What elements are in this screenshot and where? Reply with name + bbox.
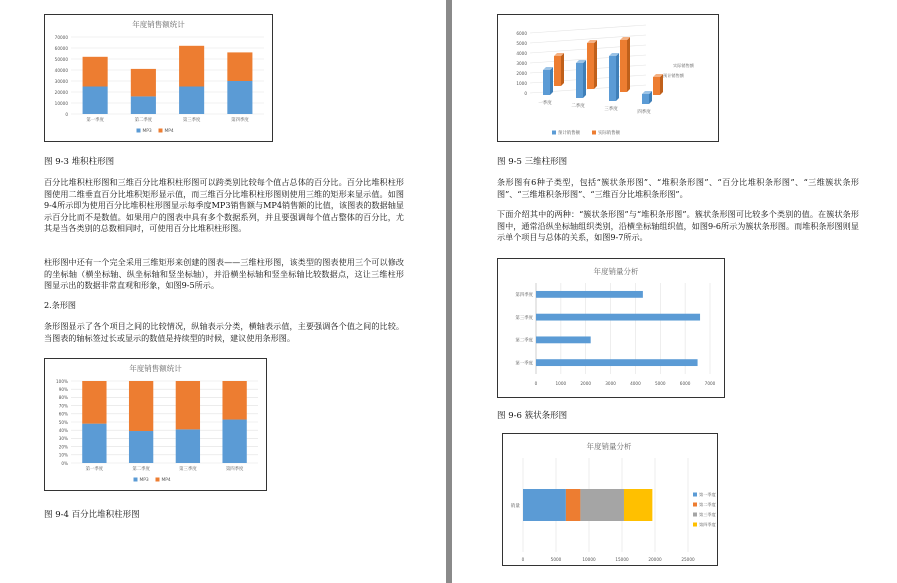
fig95-bar-实际销售额-1 [554,56,561,86]
fig94-ytick-label: 100% [56,378,68,384]
fig95-bar-预计销售额-2 [576,63,583,98]
fig96-xtick-label: 3000 [605,381,616,386]
fig96-ytick-label: 第一季度 [515,361,533,367]
fig97-bar-第四季度 [624,489,652,521]
fig95-ytick-label: 3000 [516,60,527,66]
fig94-ytick-label: 60% [58,411,68,417]
fig93-bar-MP4-4 [227,52,252,81]
fig93-bar-MP3-3 [179,87,204,115]
fig96-ytick-label: 第三季度 [515,315,533,321]
fig96-xtick-label: 4000 [630,381,641,386]
fig94-legend-label: MP3 [139,478,149,483]
fig93-ytick-label: 0 [65,111,68,117]
paragraph-bar-chart: 条形图显示了各个项目之间的比较情况，纵轴表示分类，横轴表示值，主要强调各个值之间的比较。当图表的轴标签过长或显示的数值是持续型的时候，建议使用条形图。 [44,321,404,343]
fig94-bar-MP4-1 [82,381,106,424]
fig95-ytick-label: 4000 [516,50,527,56]
fig94-title: 年度销售额统计 [129,364,182,373]
fig93-xtick-label: 第三季度 [182,118,201,123]
fig95-bar-预计销售额-1-side [550,67,553,95]
fig95-bar-实际销售额-2 [587,43,594,89]
fig97-legend-label: 第四季度 [699,522,716,527]
fig95-legend-swatch [592,131,596,135]
fig95-ytick-label: 1000 [516,80,527,86]
fig97-legend-label: 第三季度 [699,512,716,517]
fig97-legend-swatch [693,503,697,507]
fig97-legend-label: 第一季度 [699,492,716,497]
fig97-bar-第一季度 [523,489,566,521]
fig95-legend-label: 预计销售额 [558,131,580,136]
fig95-bar-预计销售额-1 [543,70,550,95]
fig93-bar-MP3-4 [227,81,252,114]
paragraph-bar-subtypes: 条形图有6种子类型，包括“簇状条形图”、“堆积条形图”、“百分比堆积条形图”、“三维簇状条形图”、“三维堆积条形图”、“三维百分比堆积条形图”。 [497,177,859,199]
fig93-ytick-label: 70000 [54,34,68,40]
fig95-bar-预计销售额-2-side [583,60,586,98]
fig94-legend-swatch [156,478,160,482]
fig93-ytick-label: 50000 [54,56,68,62]
fig95-ytick-label: 5000 [516,40,527,46]
fig95-depth-label: 实际销售额 [673,63,694,68]
fig97-xtick-label: 5000 [550,557,562,562]
right-page [452,0,897,583]
figure-9-5-svg [498,15,718,141]
fig94-ytick-label: 50% [58,419,68,425]
fig97-bar-第二季度 [566,489,581,521]
fig96-xtick-label: 1000 [555,381,567,386]
fig93-xtick-label: 第一季度 [86,118,104,123]
figure-9-4-chart [44,358,267,491]
section-heading-bar-chart: 2.条形图 [44,300,77,310]
fig94-ytick-label: 20% [58,444,68,450]
fig93-legend-swatch [159,129,163,133]
fig95-xtick-label: 二季度 [571,104,585,109]
fig95-depth-label: 预计销售额 [663,73,684,78]
fig97-legend-swatch [693,513,697,517]
fig94-xtick-label: 第四季度 [225,467,244,472]
fig96-bar-2 [536,336,591,343]
left-page [0,0,446,583]
fig93-ytick-label: 40000 [54,67,68,73]
fig96-title: 年度销量分析 [593,267,639,276]
fig97-legend-label: 第二季度 [699,502,716,507]
fig93-bar-MP3-2 [131,96,156,114]
fig96-xtick-label: 2000 [580,381,592,386]
figure-9-5-chart [497,14,719,142]
fig96-ytick-label: 第四季度 [515,293,533,299]
fig94-bar-MP3-3 [176,429,200,463]
fig96-bar-4 [536,291,643,298]
fig93-bar-MP4-3 [179,46,204,87]
fig95-legend-swatch [552,131,556,135]
fig94-bar-MP3-2 [129,431,153,463]
fig94-ytick-label: 10% [58,452,68,458]
fig95-xtick-label: 三季度 [604,107,618,112]
figure-9-6-caption: 图 9-6 簇状条形图 [497,411,568,421]
paragraph-clustered-stacked-bar: 下面介绍其中的两种：“簇状条形图”与“堆积条形图”。簇状条形图可比较多个类别的值。在簇状条形图中，通常沿纵坐标轴组织类别，沿横坐标轴组织值，如图9-6所示为簇状条形图。而堆积条形图则显示单个项目与总体的关系，如图9-7所示。 [497,209,859,243]
fig97-xtick-label: 0 [521,557,525,562]
fig94-bar-MP3-4 [222,420,246,463]
fig95-xtick-label: 四季度 [637,110,651,115]
fig94-legend-label: MP4 [161,478,171,483]
fig93-bar-MP4-2 [131,69,156,97]
fig93-xtick-label: 第四季度 [231,118,249,123]
fig97-bar-第三季度 [580,489,624,521]
fig97-xtick-label: 15000 [615,557,629,562]
fig94-ytick-label: 0% [61,460,68,466]
figure-9-7-chart [502,433,718,566]
fig96-ytick-label: 第二季度 [515,338,533,344]
fig93-ytick-label: 30000 [54,78,68,84]
figure-9-6-chart [497,258,725,398]
fig95-bar-预计销售额-3-side [616,53,619,101]
fig95-bar-实际销售额-3-side [627,37,630,92]
figure-9-3-caption: 图 9-3 堆积柱形图 [44,157,115,167]
fig95-bar-实际销售额-3 [620,40,627,92]
fig94-bar-MP3-1 [82,424,106,463]
fig94-ytick-label: 80% [58,395,68,401]
fig97-legend-swatch [693,493,697,497]
fig94-ytick-label: 30% [58,436,68,442]
fig97-xtick-label: 25000 [681,557,695,562]
fig93-legend-label: MP3 [142,129,152,134]
fig94-ytick-label: 90% [58,387,68,392]
fig96-xtick-label: 0 [534,381,538,386]
fig93-ytick-label: 60000 [54,45,68,51]
fig94-xtick-label: 第三季度 [179,467,197,472]
fig96-xtick-label: 5000 [654,381,666,386]
fig95-bar-预计销售额-3 [609,56,616,101]
fig94-bar-MP4-2 [129,381,153,431]
figure-9-3-chart [44,14,273,142]
paragraph-percent-stacked-column: 百分比堆积柱形图和三维百分比堆积柱形图可以跨类别比较每个值占总体的百分比。百分比堆积柱形图使用二维垂直百分比堆积矩形显示值，而三维百分比堆积柱形图则使用三维的矩形来显示值。如图9-4所示即为使用百分比堆积柱形图显示每季度MP3销售额与MP4销售额的比值，该图表的数据轴显示百分比而不是数值。如果用户的图表中具有多个数据系列，并且要强调每个值占整体的百分比，尤其是当各类别的总数相同时，可使用百分比堆积柱形图。 [44,177,404,234]
fig94-ytick-label: 70% [58,403,68,409]
figure-9-4-svg [45,359,266,490]
fig94-legend-swatch [134,478,138,482]
fig93-bar-MP4-1 [83,57,108,87]
fig94-xtick-label: 第一季度 [85,467,104,472]
fig95-bar-实际销售额-4 [653,77,660,95]
fig93-ytick-label: 20000 [54,89,68,95]
paragraph-3d-column: 柱形图中还有一个完全采用三维矩形来创建的图表——三维柱形图，该类型的图表使用三个可以修改的坐标轴（横坐标轴、纵坐标轴和竖坐标轴），并沿横坐标轴和竖坐标轴比较数据点，这让三维柱形图显示出的数据非常直观和形象，如图9-5所示。 [44,257,404,291]
fig96-xtick-label: 6000 [679,381,691,386]
fig95-legend-label: 实际销售额 [598,131,620,136]
fig97-legend-swatch [693,523,697,527]
fig95-bar-实际销售额-2-side [594,40,597,89]
fig93-title: 年度销售额统计 [132,20,185,29]
figure-9-3-svg [45,15,272,141]
fig95-xtick-label: 一季度 [538,101,552,106]
figure-9-6-svg [498,259,724,397]
figure-9-5-caption: 图 9-5 三维柱形图 [497,157,568,167]
fig95-gridline [530,25,646,33]
fig94-bar-MP4-3 [176,381,200,429]
fig95-ytick-label: 6000 [516,30,527,36]
fig94-ytick-label: 40% [58,428,68,433]
fig97-xtick-label: 10000 [582,557,596,562]
fig95-bar-预计销售额-4 [642,94,649,104]
fig93-bar-MP3-1 [83,87,108,115]
fig93-ytick-label: 10000 [54,100,68,106]
fig95-ytick-label: 2000 [516,70,527,76]
fig93-legend-swatch [137,129,141,133]
figure-9-4-caption: 图 9-4 百分比堆积柱形图 [44,510,140,520]
fig96-bar-3 [536,314,700,321]
fig93-legend-label: MP4 [164,129,174,134]
fig97-ytick-label: 销量 [510,504,520,509]
figure-9-7-svg [503,434,717,565]
fig97-title: 年度销量分析 [586,442,632,451]
fig95-bar-实际销售额-1-side [561,53,564,86]
fig97-xtick-label: 20000 [648,557,662,562]
fig94-bar-MP4-4 [222,381,246,420]
fig96-bar-1 [536,359,698,366]
fig93-xtick-label: 第二季度 [134,118,153,123]
fig94-xtick-label: 第二季度 [132,467,150,472]
fig95-ytick-label: 0 [524,90,527,96]
fig96-xtick-label: 7000 [704,381,716,386]
